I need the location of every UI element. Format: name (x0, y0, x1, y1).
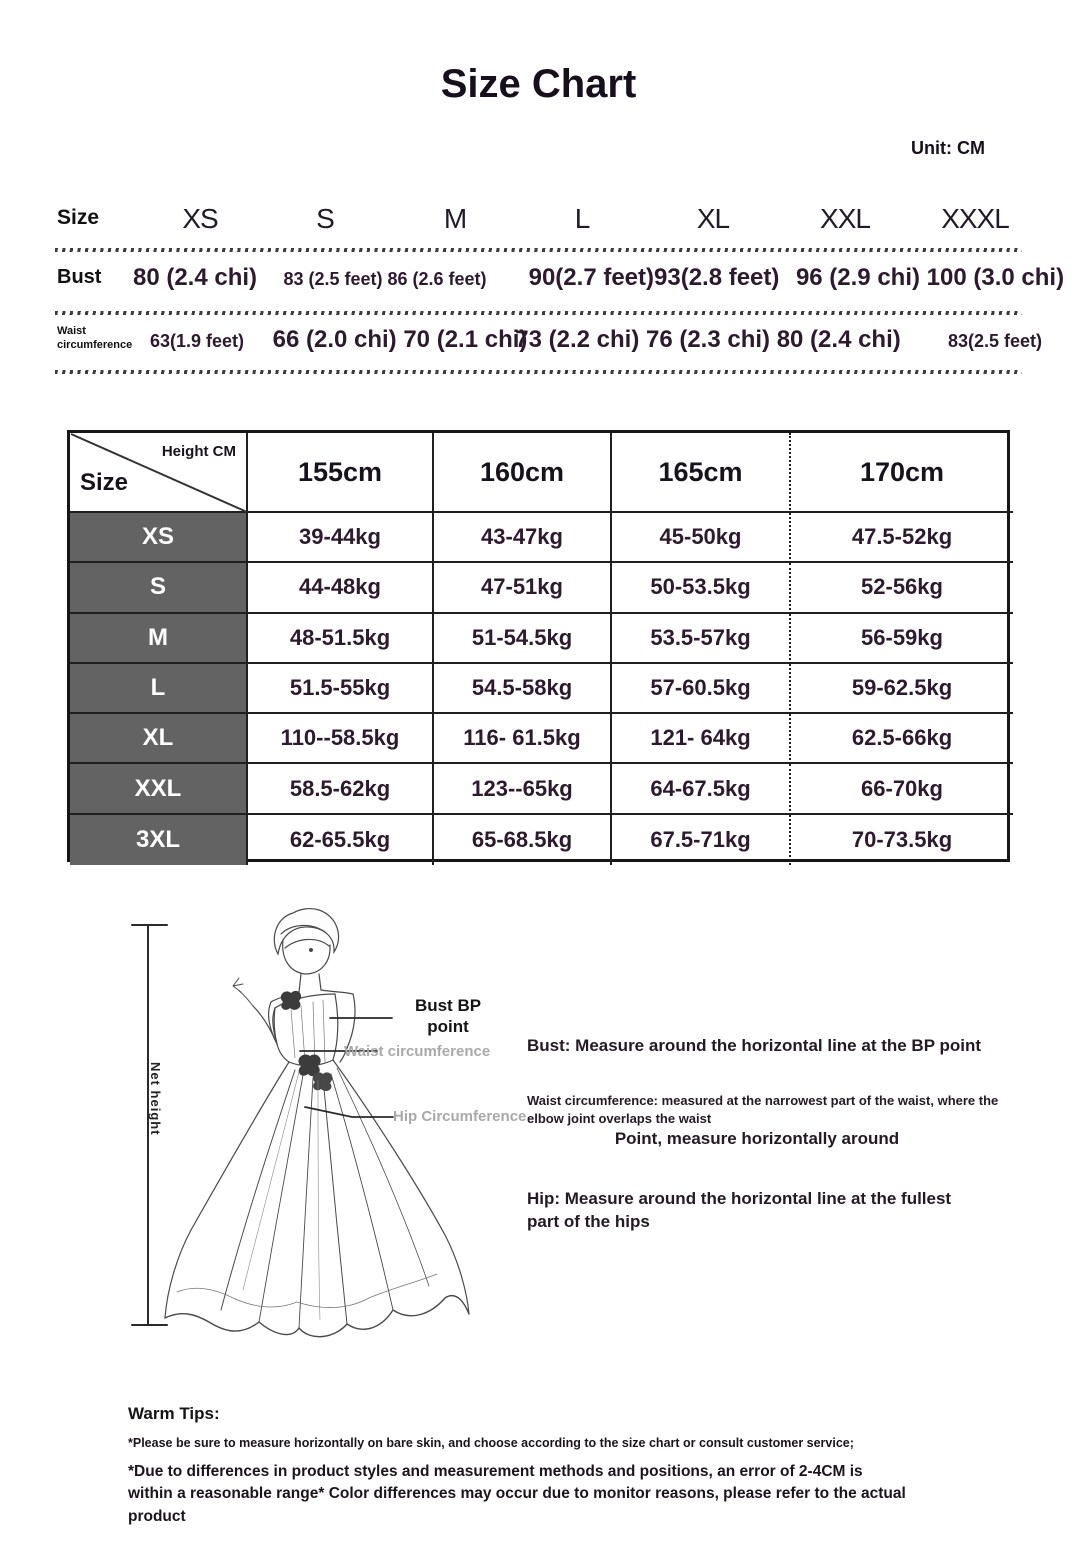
unit-label: Unit: CM (911, 138, 985, 158)
size-m: M (443, 203, 467, 234)
col-header-170: 170cm (791, 433, 1013, 513)
dashed-divider (55, 311, 1022, 315)
row-header-l: L (70, 664, 248, 714)
weight-cell: 48-51.5kg (248, 614, 434, 664)
size-strip-size-row (55, 198, 1022, 246)
size-xxxl: XXXL (941, 203, 1009, 234)
weight-cell: 56-59kg (791, 614, 1013, 664)
waist-value-l-xl: 73 (2.2 chi) 76 (2.3 chi) 80 (2.4 chi) (515, 326, 901, 353)
point-instruction: Point, measure horizontally around (614, 1129, 900, 1148)
weight-cell: 62-65.5kg (248, 815, 434, 865)
weight-cell: 51-54.5kg (434, 614, 612, 664)
weight-cell: 52-56kg (791, 563, 1013, 613)
size-l: L (574, 203, 590, 234)
row-header-3xl: 3XL (70, 815, 248, 865)
waist-row-label: Waist circumference (57, 325, 133, 352)
row-header-m: M (70, 614, 248, 664)
waist-instruction: Waist circumference: measured at the narrowest part of the waist, where the elbow joint overlaps the waist (527, 1093, 999, 1126)
weight-cell: 45-50kg (612, 513, 791, 563)
bust-instruction: Bust: Measure around the horizontal line at the BP point (527, 1036, 981, 1055)
warm-tip-2: *Due to differences in product styles and measurement methods and positions, an error of 2-4CM is within a reasonable range* Color differences may occur due to monitor reasons, please refer to the actual product (128, 1463, 906, 1525)
dashed-divider (55, 370, 1022, 374)
hip-circumference-label: Hip Circumference (393, 1108, 527, 1125)
weight-cell: 70-73.5kg (851, 826, 953, 852)
waist-value-s-m: 66 (2.0 chi) 70 (2.1 chi) (272, 326, 528, 353)
weight-cell: 57-60.5kg (612, 664, 791, 714)
weight-cell: 67.5-71kg (612, 815, 791, 865)
size-xxl: XXL (820, 203, 870, 234)
weight-cell: 59-62.5kg (791, 664, 1013, 714)
weight-cell: 43-47kg (434, 513, 612, 563)
bust-value-l-xl: 90(2.7 feet)93(2.8 feet) (528, 264, 780, 291)
weight-cell: 53.5-57kg (612, 614, 791, 664)
weight-cell: 66-70kg (791, 764, 1013, 814)
weight-cell: 50-53.5kg (612, 563, 791, 613)
weight-cell: 47-51kg (434, 563, 612, 613)
bust-bp-point-label: Bust BP point (414, 996, 482, 1037)
dress-sketch (125, 890, 545, 1360)
warm-tip-1: *Please be sure to measure horizontally on bare skin, and choose according to the size chart or consult customer service; (128, 1436, 854, 1450)
size-strip (55, 198, 1065, 376)
bust-row-label: Bust (57, 266, 102, 288)
size-strip-waist-row (55, 316, 1043, 368)
corner-height-label: Height CM (161, 443, 236, 460)
bust-value-xxl-xxxl: 96 (2.9 chi) 100 (3.0 chi) (795, 264, 1065, 291)
weight-cell: 47.5-52kg (791, 513, 1013, 563)
weight-cell: 62.5-66kg (791, 714, 1013, 764)
net-height-label: Net height (148, 1062, 163, 1136)
size-row-label: Size (57, 206, 100, 229)
waist-value-xs: 63(1.9 feet) (149, 331, 245, 351)
weight-cell: 121- 64kg (612, 714, 791, 764)
hip-instruction: Hip: Measure around the horizontal line at the fullest part of the hips (527, 1189, 952, 1231)
size-xs: XS (182, 203, 218, 234)
size-strip-bust-row (55, 254, 1065, 309)
dashed-divider (55, 248, 1022, 252)
weight-cell: 44-48kg (248, 563, 434, 613)
col-header-155: 155cm (248, 433, 434, 513)
weight-cell: 65-68.5kg (434, 815, 612, 865)
bust-value-s-m: 83 (2.5 feet) 86 (2.6 feet) (283, 269, 487, 289)
size-s: S (316, 203, 334, 234)
col-header-165: 165cm (612, 433, 791, 513)
row-header-xs: XS (70, 513, 248, 563)
weight-cell: 54.5-58kg (434, 664, 612, 714)
page-title: Size Chart (440, 62, 637, 106)
weight-cell: 116- 61.5kg (434, 714, 612, 764)
col-header-160: 160cm (434, 433, 612, 513)
row-header-s: S (70, 563, 248, 613)
corner-cell (70, 433, 248, 513)
weight-cell: 123--65kg (434, 764, 612, 814)
corner-size-label: Size (80, 469, 129, 496)
warm-tips-heading: Warm Tips: (128, 1404, 220, 1423)
weight-cell: 39-44kg (248, 513, 434, 563)
row-header-xxl: XXL (70, 764, 248, 814)
weight-cell: 110--58.5kg (248, 714, 434, 764)
weight-cell: 64-67.5kg (612, 764, 791, 814)
waist-circumference-label: Waist circumference (344, 1043, 491, 1060)
weight-cell: 51.5-55kg (248, 664, 434, 714)
row-header-xl: XL (70, 714, 248, 764)
size-xl: XL (696, 203, 730, 234)
weight-cell: 58.5-62kg (248, 764, 434, 814)
bust-value-xs: 80 (2.4 chi) (132, 264, 258, 291)
weight-table (67, 430, 1010, 862)
waist-value-xxxl: 83(2.5 feet) (947, 331, 1043, 351)
